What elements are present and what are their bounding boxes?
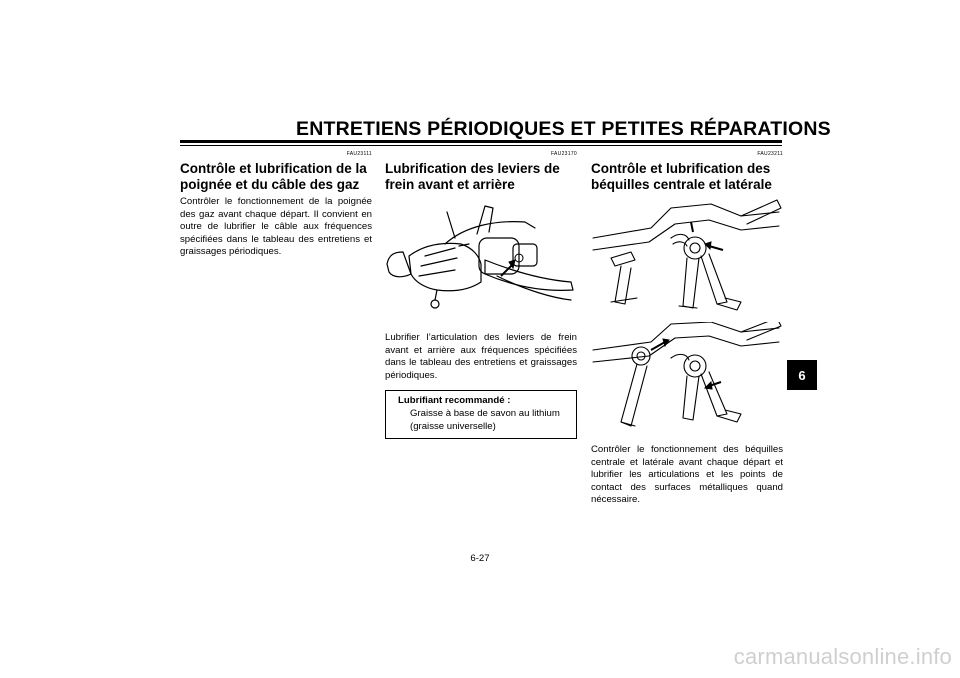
chapter-tab: 6 [787, 360, 817, 390]
lubricant-value: Graisse à base de savon au lithium (graisse universelle) [410, 407, 560, 432]
section-brake-levers [385, 150, 577, 439]
section-body: Lubrifier l’articulation des leviers de frein avant et arrière aux fréquences spécifiées dans le tableau des entretiens et graissages périodiques. [385, 332, 577, 381]
section-title: Lubrification des leviers de frein avant et arrière [385, 161, 560, 192]
sidestand-illustration [591, 322, 783, 440]
section-body: Contrôler le fonctionnement des béquilles centrale et latérale avant chaque départ et lubrifier les articulations et les points de contact des surfaces métalliques quand nécessaire. [591, 444, 783, 506]
centerstand-illustration [591, 198, 783, 316]
section-reference-code: FAU23211 [757, 151, 783, 157]
brake-lever-illustration [385, 198, 577, 328]
section-reference-code: FAU23170 [550, 151, 577, 157]
section-reference-code: FAU23111 [346, 151, 372, 157]
section-throttle [180, 150, 372, 259]
watermark: carmanualsonline.info [733, 644, 952, 669]
section-stands [591, 150, 783, 507]
page-header-title: ENTRETIENS PÉRIODIQUES ET PETITES RÉPARATIONS [296, 118, 831, 140]
section-title: Contrôle et lubrification de la poignée et du câble des gaz [180, 161, 367, 192]
header-rule-thin [180, 145, 782, 146]
page-number: 6-27 [470, 553, 490, 564]
lubricant-note-box [385, 390, 577, 439]
lubricant-label: Lubrifiant recommandé : [398, 395, 511, 407]
section-title: Contrôle et lubrification des béquilles centrale et latérale [591, 161, 772, 192]
header-rule-thick [180, 140, 782, 143]
section-body: Contrôler le fonctionnement de la poignée des gaz avant chaque départ. Il convient en outre de lubrifier le câble aux fréquences spécifiées dans le tableau des entretiens et graissages périodiques. [180, 196, 372, 258]
